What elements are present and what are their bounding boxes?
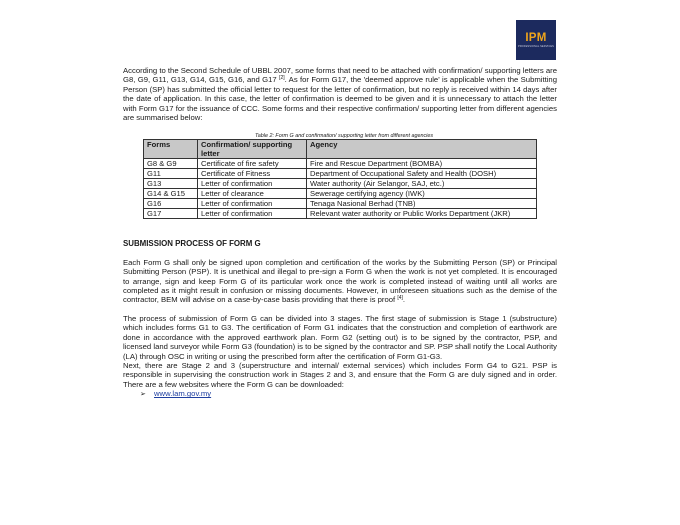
cell-letter: Letter of confirmation [198, 179, 307, 189]
cell-letter: Letter of confirmation [198, 209, 307, 219]
cell-agency: Fire and Rescue Department (BOMBA) [307, 159, 537, 169]
intro-text-a: According to the Second Schedule of UBBL 2007, some forms that need to be attached with confirmation/ supporting letters are G8, G9, G11, G13, G14, G15, G16, and G17 [123, 66, 557, 85]
table-row [144, 169, 537, 179]
paragraph-stage-2-3: Next, there are Stage 2 and 3 (superstructure and internal/ external services) which includes Form G4 to G21. PSP is responsible in supervising the construction work in Stages 2 and 3, and ensure that the Form G are duly signed and in order. There are a few websites where the Form G can be downloaded: [123, 360, 557, 389]
table-row [144, 199, 537, 209]
cell-form: G16 [144, 199, 198, 209]
intro-text-b: . As for Form G17, the 'deemed approve rule' is applicable when the Submitting Person (SP) has submitted the official letter to request for the letter of confirmation, but no reply is received within 14 days after the date of application. In this case, the letter of confirmation is deemed to be given and it is unnecessary to attach the letter with Form G17 for the issuance of CCC. Some forms and their respective confirmation/ supporting letter from different agencies are summarised below: [123, 75, 557, 123]
para1-end: . [402, 295, 406, 305]
cell-letter: Letter of confirmation [198, 199, 307, 209]
cell-form: G11 [144, 169, 198, 179]
cell-form: G13 [144, 179, 198, 189]
cell-form: G8 & G9 [144, 159, 198, 169]
forms-table [143, 139, 537, 219]
cell-agency: Relevant water authority or Public Works Department (JKR) [307, 209, 537, 219]
ipm-logo [516, 20, 556, 60]
cell-agency: Sewerage certifying agency (IWK) [307, 189, 537, 199]
header-forms: Forms [144, 140, 198, 159]
lam-website-link[interactable]: www.lam.gov.my [154, 389, 212, 399]
header-agency: Agency [307, 140, 537, 159]
table-caption: Table 2: Form G and confirmation/ supporting letter from different agencies [254, 133, 434, 140]
table-row [144, 159, 537, 169]
intro-paragraph [123, 66, 557, 122]
cell-letter: Certificate of Fitness [198, 169, 307, 179]
link-list-item [123, 389, 557, 399]
cell-agency: Department of Occupational Safety and Health (DOSH) [307, 169, 537, 179]
paragraph-stages: The process of submission of Form G can be divided into 3 stages. The first stage of submission is Stage 1 (substructure) which includes forms G1 to G3. The certification of Form G1 indicates that the construction and completion of earthwork are done in accordance with the approved earthwork plan. Form G2 (setting out) is to be signed by the contractor, PSP, and licensed land surveyor while Form G3 (foundation) is to be signed by the contractor and SP. PSP shall notify the Local Authority (LA) through OSC in writing or using the prescribed form after the certification of Form G1-G3. [123, 313, 557, 361]
table-header-row [144, 140, 537, 159]
table-row [144, 179, 537, 189]
cell-form: G17 [144, 209, 198, 219]
logo-text: IPM [525, 32, 547, 44]
table-row [144, 189, 537, 199]
cell-letter: Certificate of fire safety [198, 159, 307, 169]
cell-agency: Water authority (Air Selangor, SAJ, etc.) [307, 179, 537, 189]
paragraph-signing [123, 258, 557, 305]
reference-2: [2] [279, 75, 285, 82]
table-row [144, 209, 537, 219]
cell-letter: Letter of clearance [198, 189, 307, 199]
section-heading: SUBMISSION PROCESS OF FORM G [123, 239, 261, 249]
cell-agency: Tenaga Nasional Berhad (TNB) [307, 199, 537, 209]
document-body [123, 66, 557, 400]
arrow-bullet-icon: ➢ [140, 391, 146, 399]
header-confirmation: Confirmation/ supporting letter [198, 140, 307, 159]
cell-form: G14 & G15 [144, 189, 198, 199]
logo-subtitle: PROFESSIONAL SERVICES [518, 45, 554, 48]
para1-text: Each Form G shall only be signed upon completion and certification of the works by the Submitting Person (SP) or Principal Submitting Person (PSP). It is unethical and illegal to pre-sign a Form G when the work is not yet completed. It is encouraged to arrange, sign and keep Form G of its particular work once the work is completed instead of waiting until all works are completed as it might result in confusion or missing documents. However, in unforeseen situations such as the demise of the contractor, BEM will advise on a case-by-case basis providing that there is proof [123, 257, 557, 305]
reference-4: [4] [397, 295, 403, 302]
